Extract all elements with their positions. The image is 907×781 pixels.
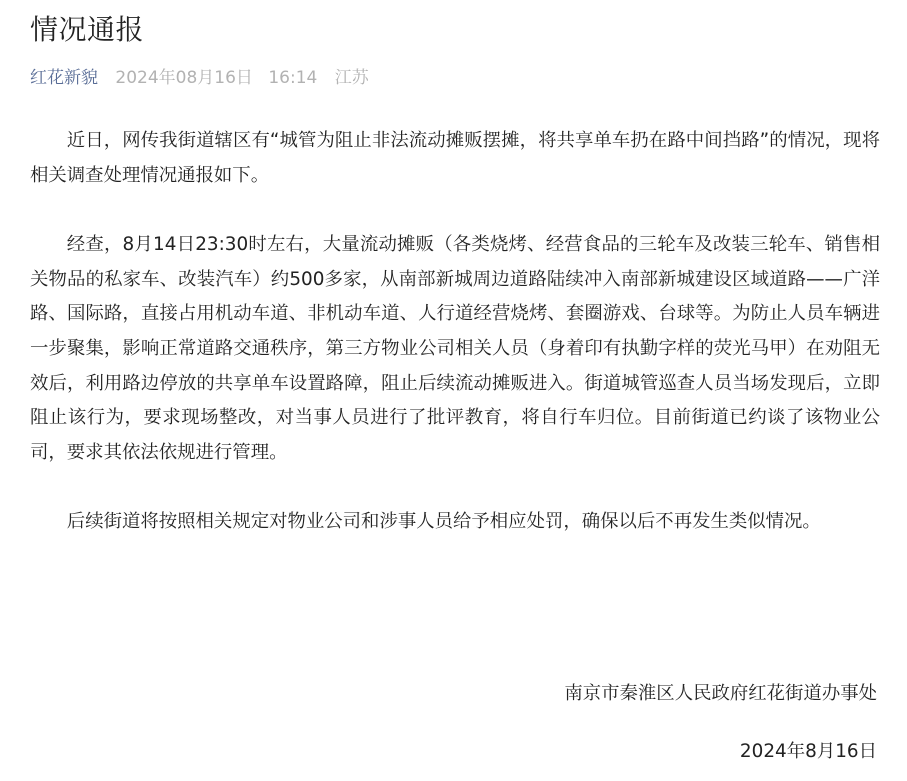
publish-location: 江苏 bbox=[334, 68, 369, 88]
article-meta bbox=[30, 66, 369, 90]
article-body bbox=[30, 124, 880, 540]
paragraph-investigation: 经查，8月14日23:30时左右，大量流动摊贩（各类烧烤、经营食品的三轮车及改装三轮车、销售相关物品的私家车、改装汽车）约500多家，从南部新城周边道路陆续冲入南部新城建设区域道路——广洋路、国际路，直接占用机动车道、非机动车道、人行道经营烧烤、套圈游戏、台球等。为防止人员车辆进一步聚集，影响正常道路交通秩序，第三方物业公司相关人员（身着印有执勤字样的荧光马甲）在劝阻无效后，利用路边停放的共享单车设置路障，阻止后续流动摊贩进入。街道城管巡查人员当场发现后，立即阻止该行为，要求现场整改，对当事人员进行了批评教育，将自行车归位。目前街道已约谈了该物业公司，要求其依法依规进行管理。 bbox=[30, 234, 880, 463]
signature-date: 2024年8月16日 bbox=[739, 741, 877, 762]
paragraph-follow-up: 后续街道将按照相关规定对物业公司和涉事人员给予相应处罚，确保以后不再发生类似情况。 bbox=[66, 511, 821, 533]
page-title: 情况通报 bbox=[30, 13, 145, 46]
publish-date: 2024年08月16日 bbox=[115, 68, 253, 88]
issuer-signature: 南京市秦淮区人民政府红花街道办事处 bbox=[564, 683, 877, 704]
publish-time: 16:14 bbox=[268, 68, 318, 88]
paragraph-intro: 近日，网传我街道辖区有“城管为阻止非法流动摊贩摆摊，将共享单车扔在路中间挡路”的情况，现将相关调查处理情况通报如下。 bbox=[30, 130, 880, 186]
account-name-link[interactable]: 红花新貌 bbox=[30, 68, 98, 88]
